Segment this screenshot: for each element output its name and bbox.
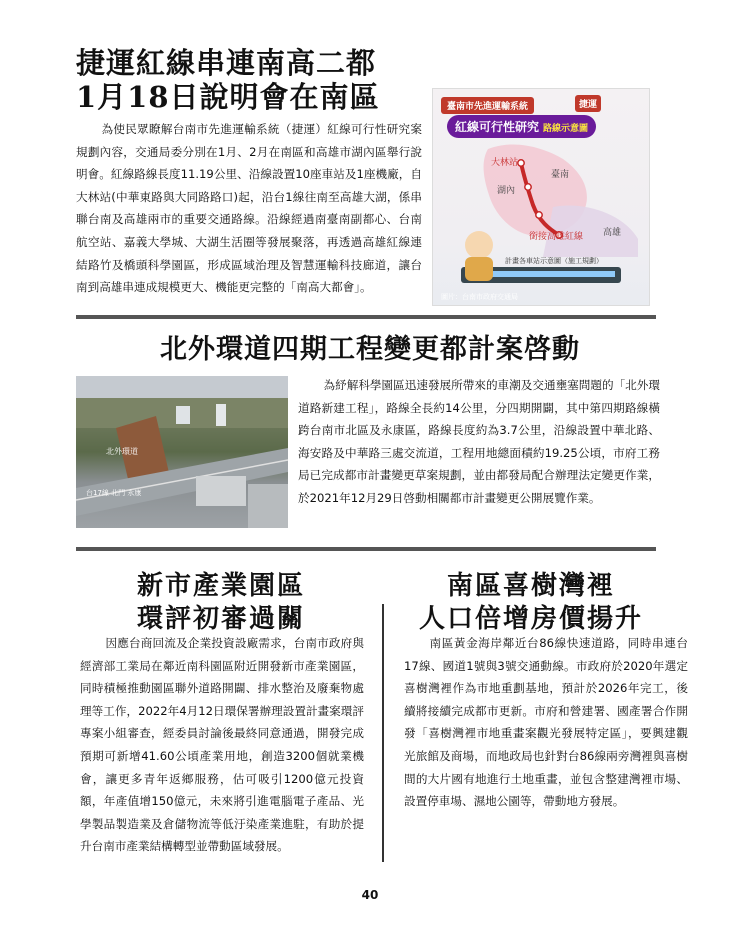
highway-aerial-photo	[76, 376, 288, 528]
article1-body	[76, 118, 422, 299]
article4-body	[404, 632, 688, 813]
map-station-note: 計畫各車站示意圖（施工規劃）	[505, 257, 603, 265]
map-subtitle-main: 紅線可行性研究	[455, 120, 540, 134]
map-footer: 圖片：台南市政府交通局	[441, 293, 518, 301]
page-number: 40	[361, 888, 379, 902]
article1-headline-line2: 1月18日說明會在南區	[76, 80, 380, 114]
article3-headline-line2: 環評初審過關	[136, 604, 305, 634]
photo-caption: 台17線 北門 永康	[86, 489, 142, 497]
article2-headline: 北外環道四期工程變更都計案啓動	[160, 334, 580, 365]
map-label-hunei: 湖內	[497, 186, 516, 196]
red-line-route-map	[432, 88, 650, 306]
article2-paragraph: 為紓解科學園區迅速發展所帶來的車潮及交通壅塞問題的「北外環道路新建工程」，路線全長約14公里，分四期開闢，其中第四期路線橫跨台南市北區及永康區，路線長度約為3.7公里，沿線設置中華北路、海安路及中華路三處交流道，工程用地總面積約19.25公頃，市府工務局已完成都市計畫變更草案規劃，並由都發局配合辦理法定變更作業，於2021年12月29日啓動相關都市計畫變更公開展覽作業。	[298, 378, 660, 505]
article1-headline	[76, 46, 416, 114]
map-header: 臺南市先進運輸系統	[441, 97, 534, 114]
article4-headline-line1: 南區喜樹灣裡	[446, 571, 615, 601]
map-label-tainan: 臺南	[551, 170, 570, 180]
divider-1	[76, 315, 656, 319]
article4-paragraph: 南區黃金海岸鄰近台86線快速道路，同時串連台17線、國道1號與3號交通動線。市政府於2020年選定喜樹灣裡作為市地重劃基地，預計於2026年完工，後續將接續完成都市更新。市府和營建署、國產署合作開發「喜樹灣裡市地重畫案觀光發展特定區」，要興建觀光旅館及商場，而地政局也針對台86線兩旁灣裡與喜樹間的大片國有地進行土地重畫，並包含整建灣裡市場、設置停車場、濕地公園等，帶動地方發展。	[404, 636, 688, 809]
map-subtitle	[447, 115, 596, 138]
article3-body	[80, 632, 364, 858]
article1-headline-line1: 捷運紅線串連南高二都	[76, 46, 377, 80]
map-label-connect: 銜接高雄紅線	[529, 232, 584, 242]
map-label-dalin: 大林站	[491, 158, 519, 168]
article2-body	[298, 374, 660, 510]
map-tag: 捷運	[575, 95, 601, 112]
map-label-kaohsiung: 高雄	[603, 228, 622, 238]
article4-headline-line2: 人口倍增房價揚升	[418, 604, 643, 634]
article3-paragraph: 因應台商回流及企業投資設廠需求，台南市政府與經濟部工業局在鄰近南科園區附近開發新市產業園區，同時積極推動園區聯外道路開闢、排水整治及廢棄物處理等工作，2022年4月12日環保署辦理設置計畫案環評專案小組審查，經委員討論後最終同意通過，開發完成預期可新增41.60公頃產業用地，創造3200個就業機會，讓更多青年返鄉服務，估可吸引1200億元投資額，年產值增150億元，未來將引進電腦電子產品、光學製品製造業及倉儲物流等低汙染產業進駐，有助於提升台南市產業結構轉型並帶動區域發展。	[80, 636, 364, 854]
photo-label: 北外環道	[106, 447, 138, 456]
article4-headline	[386, 570, 676, 636]
article1-paragraph: 為使民眾瞭解台南市先進運輸系統（捷運）紅線可行性研究案規劃內容，交通局委分別在1月、2月在南區和高雄市湖內區舉行說明會。紅線路線長度11.19公里、沿線設置10座車站及1座機廠，自大林站(中華東路與大同路路口)起，沿台1線往南至高雄大湖，係串聯台南及高雄兩市的重要交通路線。沿線經過南臺南副都心、台南航空站、嘉義大學城、大湖生活圈等發展聚落，再透過高雄紅線連結路竹及橋頭科學園區，形成區域治理及智慧運輸科技廊道，讓台南到高雄串連成規模更大、機能更完整的「南高大都會」。	[76, 122, 422, 295]
map-subtitle-small: 路線示意圖	[543, 124, 589, 134]
column-divider	[382, 604, 384, 862]
article3-headline-line1: 新市產業園區	[136, 571, 305, 601]
divider-2	[76, 547, 656, 551]
article3-headline	[76, 570, 366, 636]
